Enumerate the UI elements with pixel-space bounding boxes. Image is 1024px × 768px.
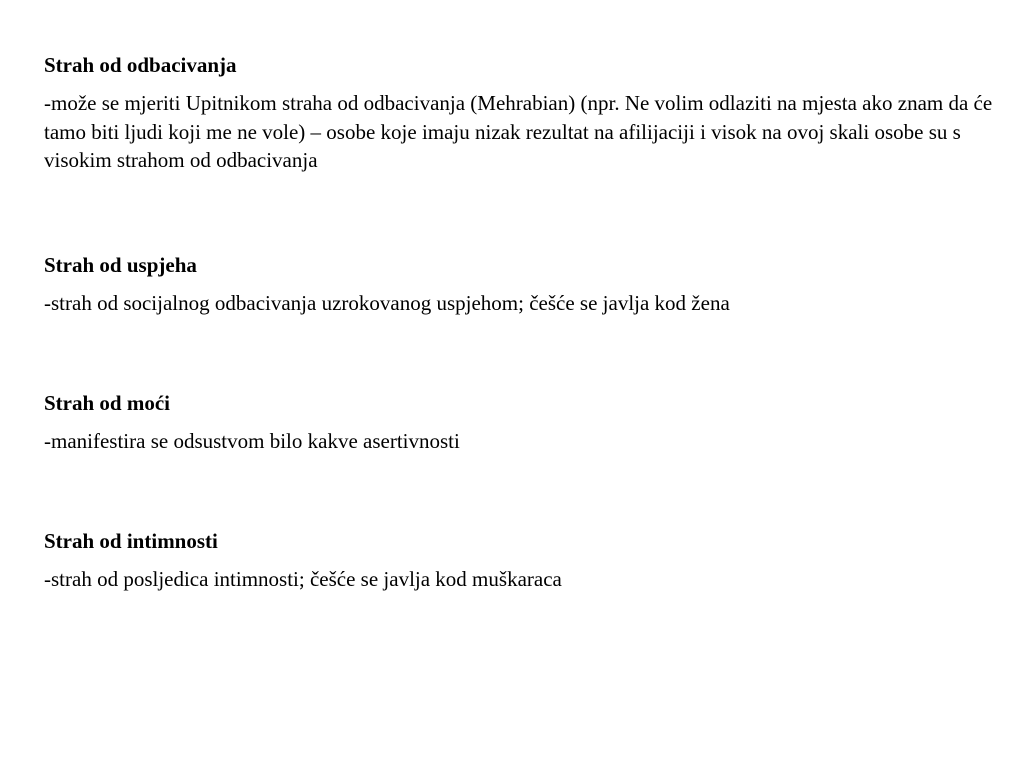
section-fear-of-power (44, 389, 994, 456)
section-text: -može se mjeriti Upitnikom straha od odbacivanja (Mehrabian) (npr. Ne volim odlaziti na mjesta ako znam da će tamo biti ljudi koji me ne vole) – osobe koje imaju nizak rezultat na afilijaciji i visok na ovoj skali osobe su s visokim strahom od odbacivanja (44, 91, 993, 172)
section-heading: Strah od intimnosti (44, 529, 218, 553)
section-heading: Strah od moći (44, 391, 170, 415)
section-text: -strah od socijalnog odbacivanja uzrokovanog uspjehom; češće se javlja kod žena (44, 291, 730, 315)
section-fear-of-intimacy (44, 527, 994, 594)
section-text: -strah od posljedica intimnosti; češće se javlja kod muškaraca (44, 567, 562, 591)
section-heading: Strah od odbacivanja (44, 53, 237, 77)
section-heading: Strah od uspjeha (44, 253, 197, 277)
section-fear-of-rejection (44, 51, 994, 175)
section-text: -manifestira se odsustvom bilo kakve asertivnosti (44, 429, 460, 453)
section-fear-of-success (44, 251, 994, 318)
